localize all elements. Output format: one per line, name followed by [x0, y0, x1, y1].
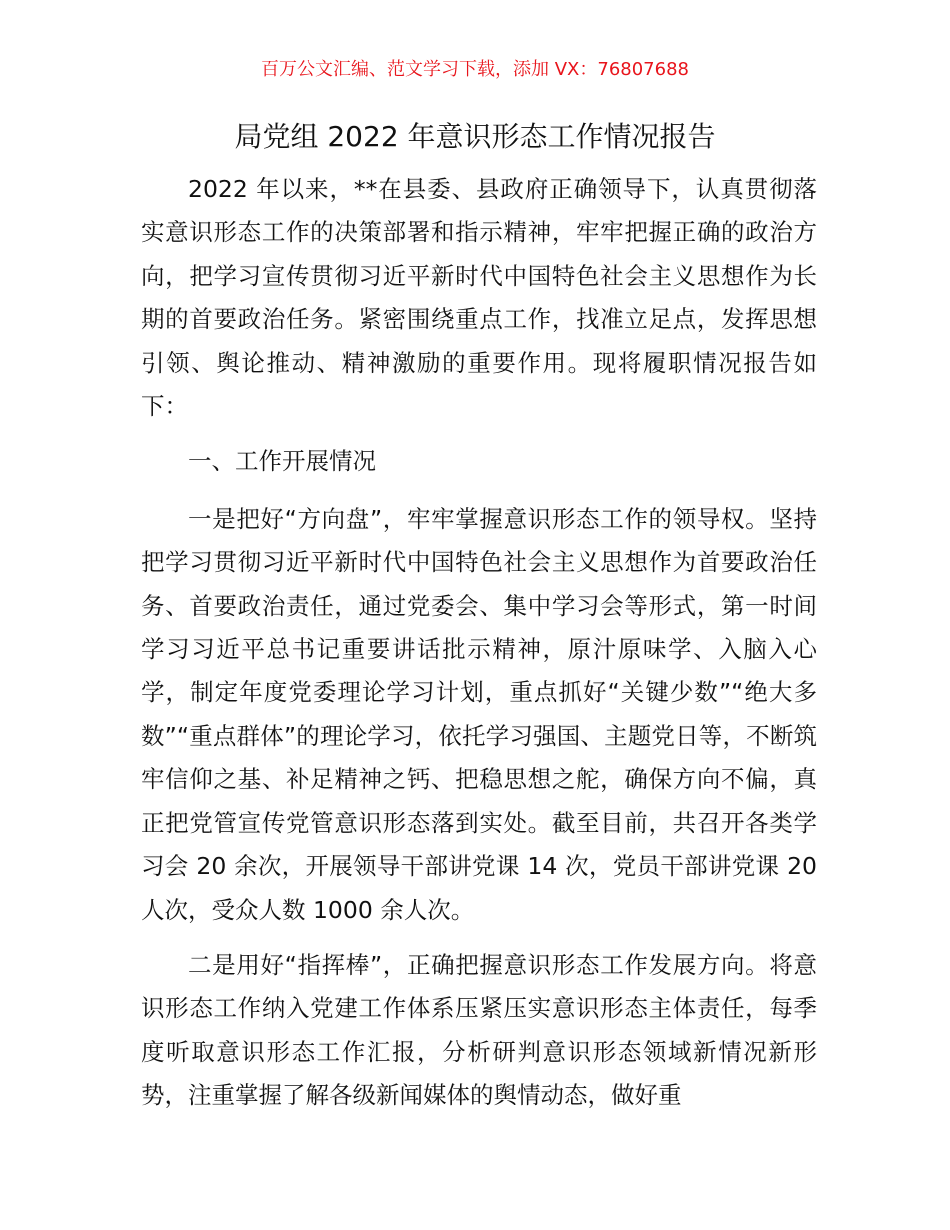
paragraph-point-1: 一是把好“方向盘”，牢牢掌握意识形态工作的领导权。坚持把学习贯彻习近平新时代中国特色社会主义思想作为首要政治任务、首要政治责任，通过党委会、集中学习会等形式，第一时间学习习近平总书记重要讲话批示精神，原汁原味学、入脑入心学，制定年度党委理论学习计划，重点抓好“关键少数”“绝大多数”“重点群体”的理论学习，依托学习强国、主题党日等，不断筑牢信仰之基、补足精神之钙、把稳思想之舵，确保方向不偏，真正把党管宣传党管意识形态落到实处。截至目前，共召开各类学习会 20 余次，开展领导干部讲党课 14 次，党员干部讲党课 20 人次，受众人数 1000 余人次。: [141, 504, 817, 924]
paragraph-intro: 2022 年以来，**在县委、县政府正确领导下，认真贯彻落实意识形态工作的决策部署和指示精神，牢牢把握正确的政治方向，把学习宣传贯彻习近平新时代中国特色社会主义思想作为长期的首要政治任务。紧密围绕重点工作，找准立足点，发挥思想引领、舆论推动、精神激励的重要作用。现将履职情况报告如下：: [141, 175, 817, 421]
paragraph-point-2: 二是用好“指挥棒”，正确把握意识形态工作发展方向。将意识形态工作纳入党建工作体系压紧压实意识形态主体责任，每季度听取意识形态工作汇报，分析研判意识形态领域新情况新形势，注重掌握了解各级新闻媒体的舆情动态，做好重: [141, 950, 817, 1110]
section-heading: 一、工作开展情况: [188, 447, 376, 476]
promo-header: 百万公文汇编、范文学习下载，添加 VX：76807688: [261, 59, 689, 80]
document-body: [141, 168, 817, 1130]
page-title: 局党组 2022 年意识形态工作情况报告: [234, 120, 716, 153]
